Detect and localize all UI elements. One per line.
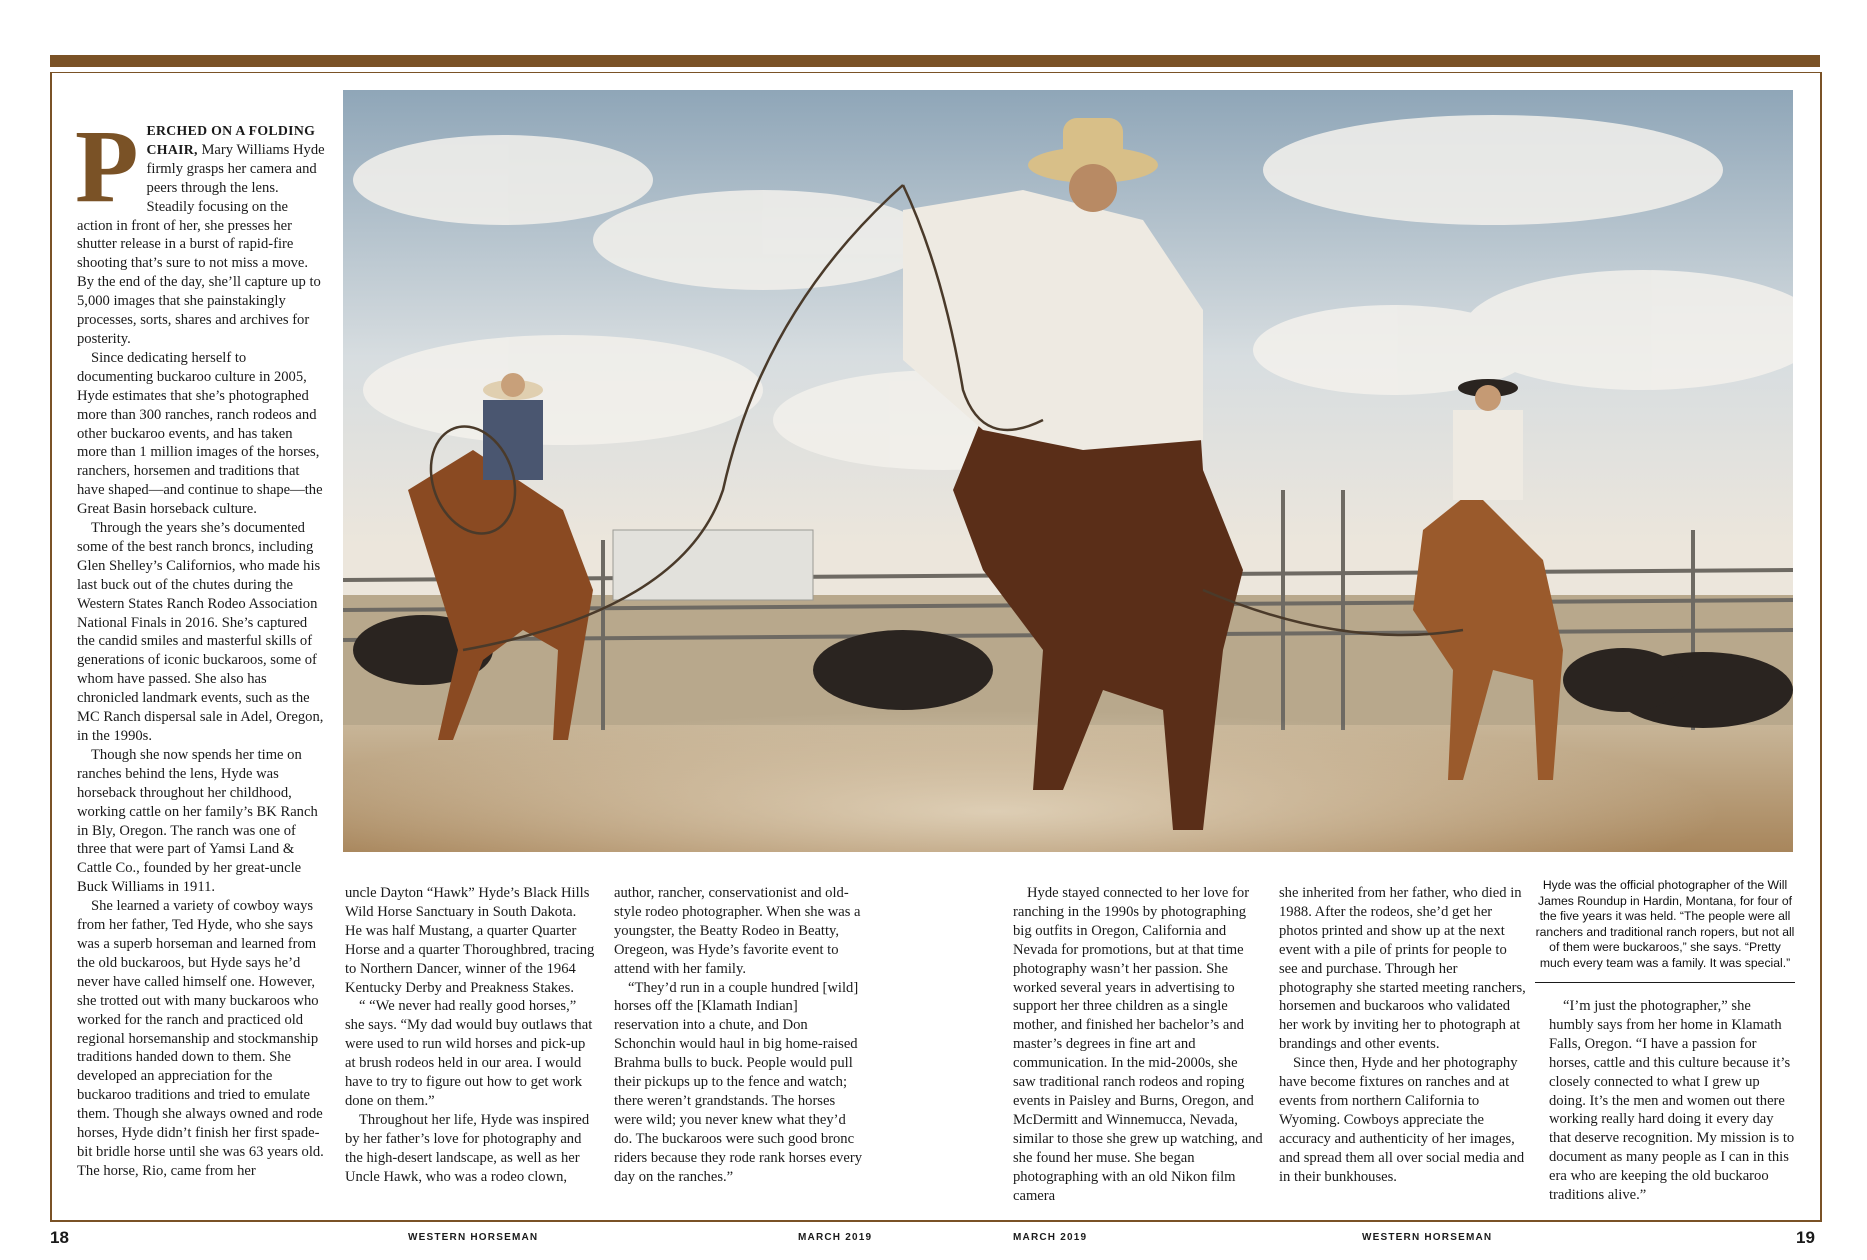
- paragraph: Through the years she’s documented some of the best ranch broncs, including Glen Shelley’s Californios, who made his last buck out of the chutes during the Western States Ranch Rodeo Association National Finals in 2016. She’s captured the candid smiles and masterful skills of generations of iconic buckaroos, some of whom have passed. She also has chronicled landmark events, such as the MC Ranch dispersal sale in Adel, Oregon, in the 1990s.: [77, 520, 324, 744]
- page-number-right: 19: [1796, 1228, 1815, 1247]
- page-number-left: 18: [50, 1228, 69, 1247]
- paragraph: she inherited from her father, who died in 1988. After the rodeos, she’d get her photos printed and show up at the next event with a pile of prints for people to see and purchase. Through her photography she started meeting ranchers, horsemen and buckaroos who validated her work by inviting her to photograph at brandings and other events.: [1279, 885, 1526, 1053]
- paragraph: “They’d run in a couple hundred [wild] horses off the [Klamath Indian] reservation into a chute, and Don Schonchin would haul in big home-raised Brahma bulls to buck. People would pull their pickups up to the fence and watch; there weren’t grandstands. The horses were wild; you never knew what they’d do. The buckaroos were such good bronc riders because they rode rank horses every day on the ranches.”: [614, 979, 862, 1185]
- footer-date-right: MARCH 2019: [1013, 1232, 1088, 1243]
- paragraph: Since then, Hyde and her photography have become fixtures on ranches and at events from northern California to Wyoming. Cowboys appreciate the accuracy and authenticity of her images, and spread them all over social media and in their bunkhouses.: [1279, 1055, 1525, 1185]
- article-column-4: [1013, 884, 1263, 1205]
- paragraph: author, rancher, conservationist and old-style rodeo photographer. When she was a youngster, the Beatty Rodeo in Beatty, Oregeon, was Hyde’s favorite event to attend with her family.: [614, 885, 861, 977]
- lead-in: ERCHED ON A FOLDING CHAIR,: [146, 123, 316, 157]
- drop-cap: P: [75, 109, 139, 224]
- footer-publication-right: WESTERN HORSEMAN: [1362, 1232, 1493, 1243]
- top-rule: [50, 55, 1820, 67]
- article-column-3: [614, 884, 864, 1187]
- article-column-1: [75, 109, 325, 1181]
- caption-divider: [1535, 982, 1795, 983]
- footer-publication-left: WESTERN HORSEMAN: [408, 1232, 539, 1243]
- paragraph-text: Mary Williams Hyde firmly grasps her camera and peers through the lens. Steadily focusing on the action in front of her, she presses her shutter release in a burst of rapid-fire shooting that’s sure to not miss a move. By the end of the day, she’ll capture up to 5,000 images that she painstakingly processes, sorts, shares and archives for posterity.: [77, 141, 325, 347]
- footer-date-left: MARCH 2019: [798, 1232, 873, 1243]
- paragraph: She learned a variety of cowboy ways from her father, Ted Hyde, who she says was a superb horseman and learned from the old buckaroos, but Hyde says he’d never have called himself one. However, she trotted out with many buckaroos who worked for the ranch and practiced old regional horsemanship and stockmanship traditions handed down to them. She developed an appreciation for the buckaroo traditions and tried to emulate them. Though she always owned and rode horses, Hyde didn’t finish her first spade-bit bridle horse until she was 63 years old. The horse, Rio, came from her: [77, 898, 324, 1179]
- paragraph: “I’m just the photographer,” she humbly says from her home in Klamath Falls, Oregon. “I have a passion for horses, cattle and this culture because it’s closely connected to what I grew up doing. It’s the men and women out there working really hard doing it every day that deserve recognition. My mission is to document as many people as I can in this era who are keeping the old buckaroo traditions alive.”: [1549, 998, 1795, 1204]
- paragraph: Hyde stayed connected to her love for ranching in the 1990s by photographing big outfits in Oregon, California and Nevada for promotions, but at that time photography wasn’t her passion. She worked several years in advertising to support her three children as a single mother, and finished her bachelor’s and master’s degrees in fine art and communication. In the mid-2000s, she saw traditional ranch rodeos and roping events in Paisley and Burns, Oregon, and McDermitt and Winnemucca, Nevada, similar to those she grew up watching, and she found her muse. She began photographing with an old Nikon film camera: [1013, 885, 1263, 1204]
- paragraph: “ “We never had really good horses,” she says. “My dad would buy outlaws that were used to run wild horses and pick-up at brush rodeos held in our area. I would have to try to figure out how to get work done on them.”: [345, 998, 593, 1109]
- article-lead-paragraph: [75, 109, 325, 349]
- paragraph: Though she now spends her time on ranches behind the lens, Hyde was horseback throughout her childhood, working cattle on her family’s BK Ranch in Bly, Oregon. The ranch was one of three that were part of Yamsi Land & Cattle Co., founded by her great-uncle Buck Williams in 1911.: [77, 746, 318, 896]
- rodeo-photo: [343, 90, 1793, 852]
- article-column-6: [1549, 997, 1799, 1205]
- paragraph: Since dedicating herself to documenting buckaroo culture in 2005, Hyde estimates that she’s photographed more than 300 ranches, ranch rodeos and other buckaroo events, and has taken more than 1 million images of the horses, ranchers, horsemen and traditions that have shaped—and continue to shape—the Great Basin horseback culture.: [77, 349, 323, 518]
- paragraph: uncle Dayton “Hawk” Hyde’s Black Hills Wild Horse Sanctuary in South Dakota. He was half Mustang, a quarter Quarter Horse and a quarter Thoroughbred, tracing to Northern Dancer, winner of the 1964 Kentucky Derby and Preakness Stakes.: [345, 885, 595, 996]
- photo-caption: Hyde was the official photographer of the Will James Roundup in Hardin, Montana, for four of the five years it was held. “The people were all ranchers and traditional ranch ropers, but not all of them were buckaroos,” she says. “Pretty much every team was a family. It was special.”: [1535, 878, 1795, 970]
- paragraph: Throughout her life, Hyde was inspired by her father’s love for photography and the high-desert landscape, as well as her Uncle Hawk, who was a rodeo clown,: [345, 1111, 590, 1185]
- article-column-2: [345, 884, 595, 1187]
- article-column-5: [1279, 884, 1529, 1187]
